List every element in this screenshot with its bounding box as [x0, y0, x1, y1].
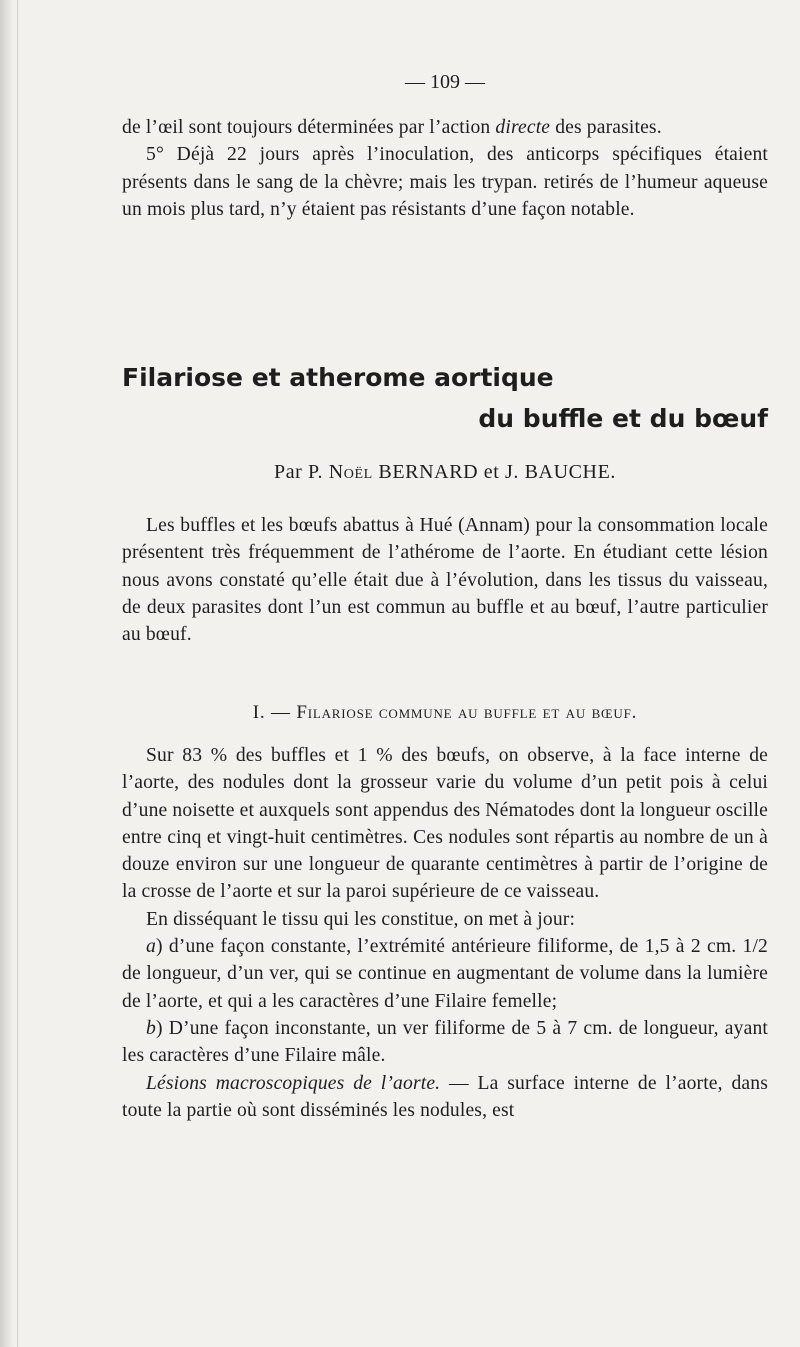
list-item-a: a) d’une façon constante, l’extrémité antérieure filiforme, de 1,5 à 2 cm. 1/2 de longueur, d’un ver, qui se continue en augmentant de volume dans la lumière de l’aorte, et qui a les caractères d’une Filaire femelle;	[122, 936, 768, 1012]
section-heading-1: I. — Filariose commune au buffle et au bœuf.	[252, 702, 638, 723]
article-title-line-1: Filariose et atherome aortique	[122, 363, 554, 392]
abstract-block	[122, 512, 768, 648]
page-number: — 109 —	[405, 71, 485, 93]
emphasis-directe: directe	[495, 117, 551, 138]
lesions-paragraph: Lésions macroscopiques de l’aorte. — La surface interne de l’aorte, dans toute la partie où sont disséminés les nodules, est	[122, 1072, 768, 1121]
document-page	[122, 0, 768, 1347]
page-edge-shadow	[0, 0, 14, 1347]
list-item-b: b) D’une façon inconstante, un ver filiforme de 5 à 7 cm. de longueur, ayant les caractères d’une Filaire mâle.	[122, 1017, 768, 1067]
lesions-heading: Lésions macroscopiques de l’aorte.	[146, 1072, 441, 1094]
abstract-paragraph: Les buffles et les bœufs abattus à Hué (Annam) pour la consommation locale présentent très fréquemment de l’athérome de l’aorte. En étudiant cette lésion nous avons constaté qu’elle était due à l’évolution, dans les tissus du vaisseau, de deux parasites dont l’un est commun au buffle et au bœuf, l’autre particulier au bœuf.	[122, 515, 768, 646]
intro-text	[122, 114, 768, 223]
section-1-paragraph-2: En disséquant le tissu qui les constitue, on met à jour:	[146, 908, 576, 930]
article-authors: Par P. Noël BERNARD et J. BAUCHE.	[273, 461, 617, 483]
intro-paragraph-2: 5° Déjà 22 jours après l’inoculation, des anticorps spécifiques étaient présents dans le sang de la chèvre; mais les trypan. retirés de l’humeur aqueuse un mois plus tard, n’y étaient pas résistants d’une façon notable.	[122, 144, 768, 220]
article-title-line-2: du buffle et du bœuf	[478, 404, 768, 433]
section-1-paragraph-1: Sur 83 % des buffles et 1 % des bœufs, on observe, à la face interne de l’aorte, des nodules dont la grosseur varie du volume d’un petit pois à celui d’une noisette et auxquels sont appendus des Nématodes dont la longueur oscille entre cinq et vingt-huit centimètres. Ces nodules sont répartis au nombre de un à douze environ sur une longueur de quarante centimètres à partir de l’origine de la crosse de l’aorte et sur la paroi supérieure de ce vaisseau.	[122, 745, 768, 903]
section-1-body	[122, 742, 768, 1124]
intro-paragraph-1: de l’œil sont toujours déterminées par l’action directe des parasites.	[122, 117, 662, 138]
